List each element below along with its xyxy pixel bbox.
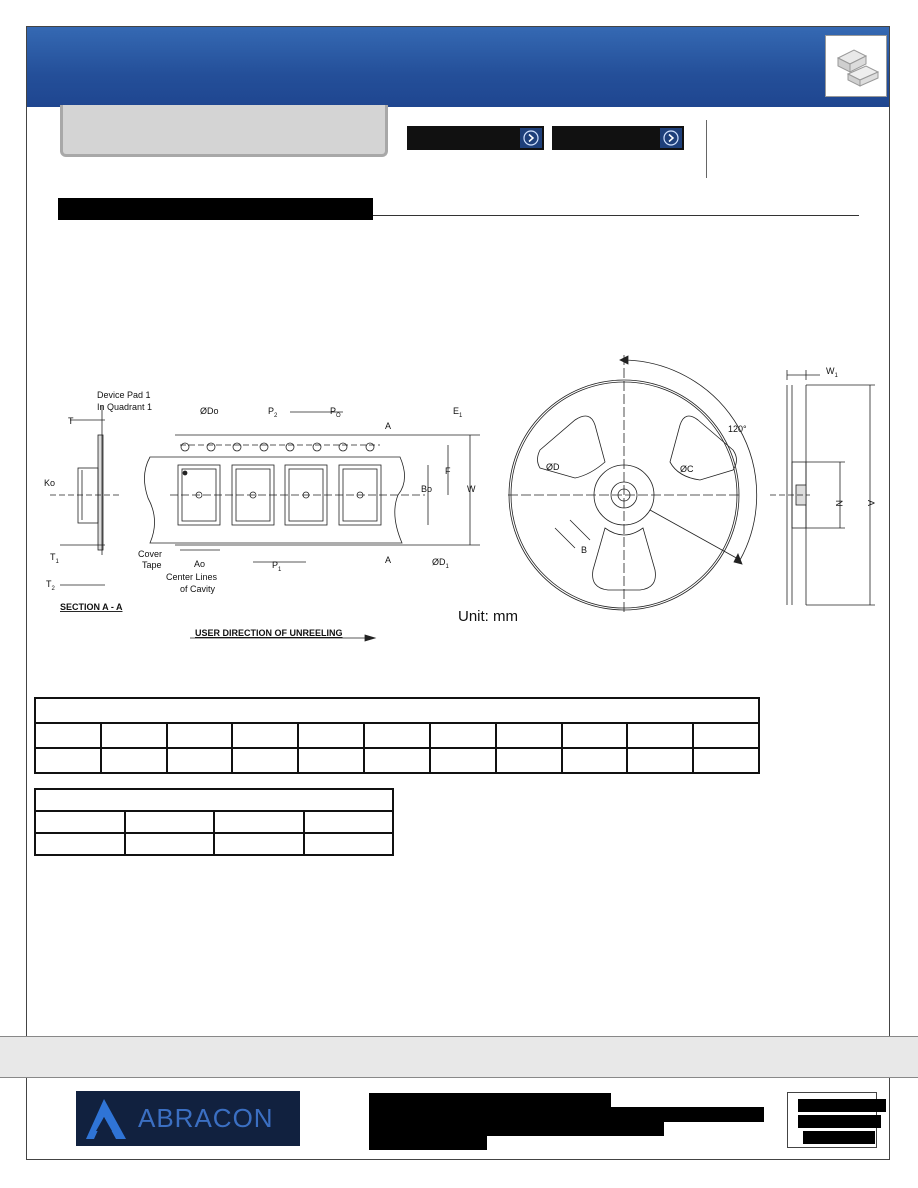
angle-label: 120° <box>728 424 747 434</box>
t2-label: $T_2$ <box>46 579 55 592</box>
table-row <box>35 811 393 833</box>
table-row <box>35 748 759 773</box>
w1-label: $W_1$ <box>826 366 838 379</box>
header-band <box>27 27 889 107</box>
cover-label: Cover <box>138 549 163 559</box>
section-label: SECTION A - A <box>60 602 123 612</box>
t-label: T <box>68 416 74 426</box>
reel-b-label: B <box>581 545 588 555</box>
chevron-right-icon <box>520 128 542 148</box>
bo-label: Bo <box>421 484 433 494</box>
w-label: W <box>467 484 476 494</box>
center-lines-label: Center Lines <box>166 572 218 582</box>
tape-dimension-table <box>34 697 760 774</box>
p2-label: $P_2$ <box>268 406 278 419</box>
header-divider <box>706 120 707 178</box>
redacted-revision-line <box>803 1131 875 1144</box>
unit-label: Unit: mm <box>458 608 518 625</box>
nav-button-2[interactable] <box>552 126 684 150</box>
f-label: F <box>445 466 451 476</box>
n-label: N <box>834 500 844 507</box>
redacted-address-line <box>369 1136 487 1150</box>
chevron-right-icon <box>660 128 682 148</box>
device-pad-label: Device Pad 1 <box>97 390 151 400</box>
part-title-box <box>60 105 388 157</box>
product-thumbnail <box>825 35 887 97</box>
a-top-label: A <box>385 421 392 431</box>
nav-button-1[interactable] <box>407 126 544 150</box>
footer-band <box>0 1036 918 1078</box>
table-caption-row <box>35 789 393 811</box>
reel-dimension-table <box>34 788 394 856</box>
a-reel-label: A <box>866 500 876 507</box>
e1-label: $E_1$ <box>453 406 463 419</box>
tape-label: Tape <box>142 560 162 570</box>
redacted-address-line <box>369 1122 664 1136</box>
table-row <box>35 723 759 748</box>
table-row <box>35 833 393 855</box>
abracon-mark-icon <box>82 1095 132 1143</box>
section-rule <box>373 215 859 216</box>
a-bottom-label: A <box>385 555 392 565</box>
of-cavity-label: of Cavity <box>180 584 216 594</box>
ko-label: Ko <box>44 478 56 488</box>
ao-label: Ao <box>194 559 206 569</box>
redacted-revision-line <box>798 1115 881 1128</box>
crystal-package-icon <box>838 50 878 86</box>
redacted-address-line <box>369 1093 611 1107</box>
sprocket-holes <box>181 443 374 451</box>
reel-d-label: ØD <box>546 462 560 472</box>
redacted-address-line <box>369 1107 764 1122</box>
abracon-logo <box>76 1091 300 1146</box>
section-view <box>50 405 120 555</box>
do-label: ØDo <box>200 406 219 416</box>
reel-c-label: ØC <box>680 464 694 474</box>
section-title-bar <box>58 198 373 220</box>
direction-label: USER DIRECTION OF UNREELING <box>195 628 343 638</box>
table-caption-row <box>35 698 759 723</box>
reel-side-view <box>770 370 875 605</box>
p1-label: $P_1$ <box>272 560 282 573</box>
logo-text: ABRACON <box>138 1103 274 1133</box>
tape-reel-drawing <box>30 350 890 660</box>
po-label: $P_O$ <box>330 406 341 419</box>
redacted-revision-line <box>798 1099 886 1112</box>
quadrant-label: In Quadrant 1 <box>97 402 153 412</box>
reel-front-view <box>508 355 757 612</box>
d1-label: $ØD_1$ <box>432 557 449 570</box>
t1-label: $T_1$ <box>50 552 59 565</box>
